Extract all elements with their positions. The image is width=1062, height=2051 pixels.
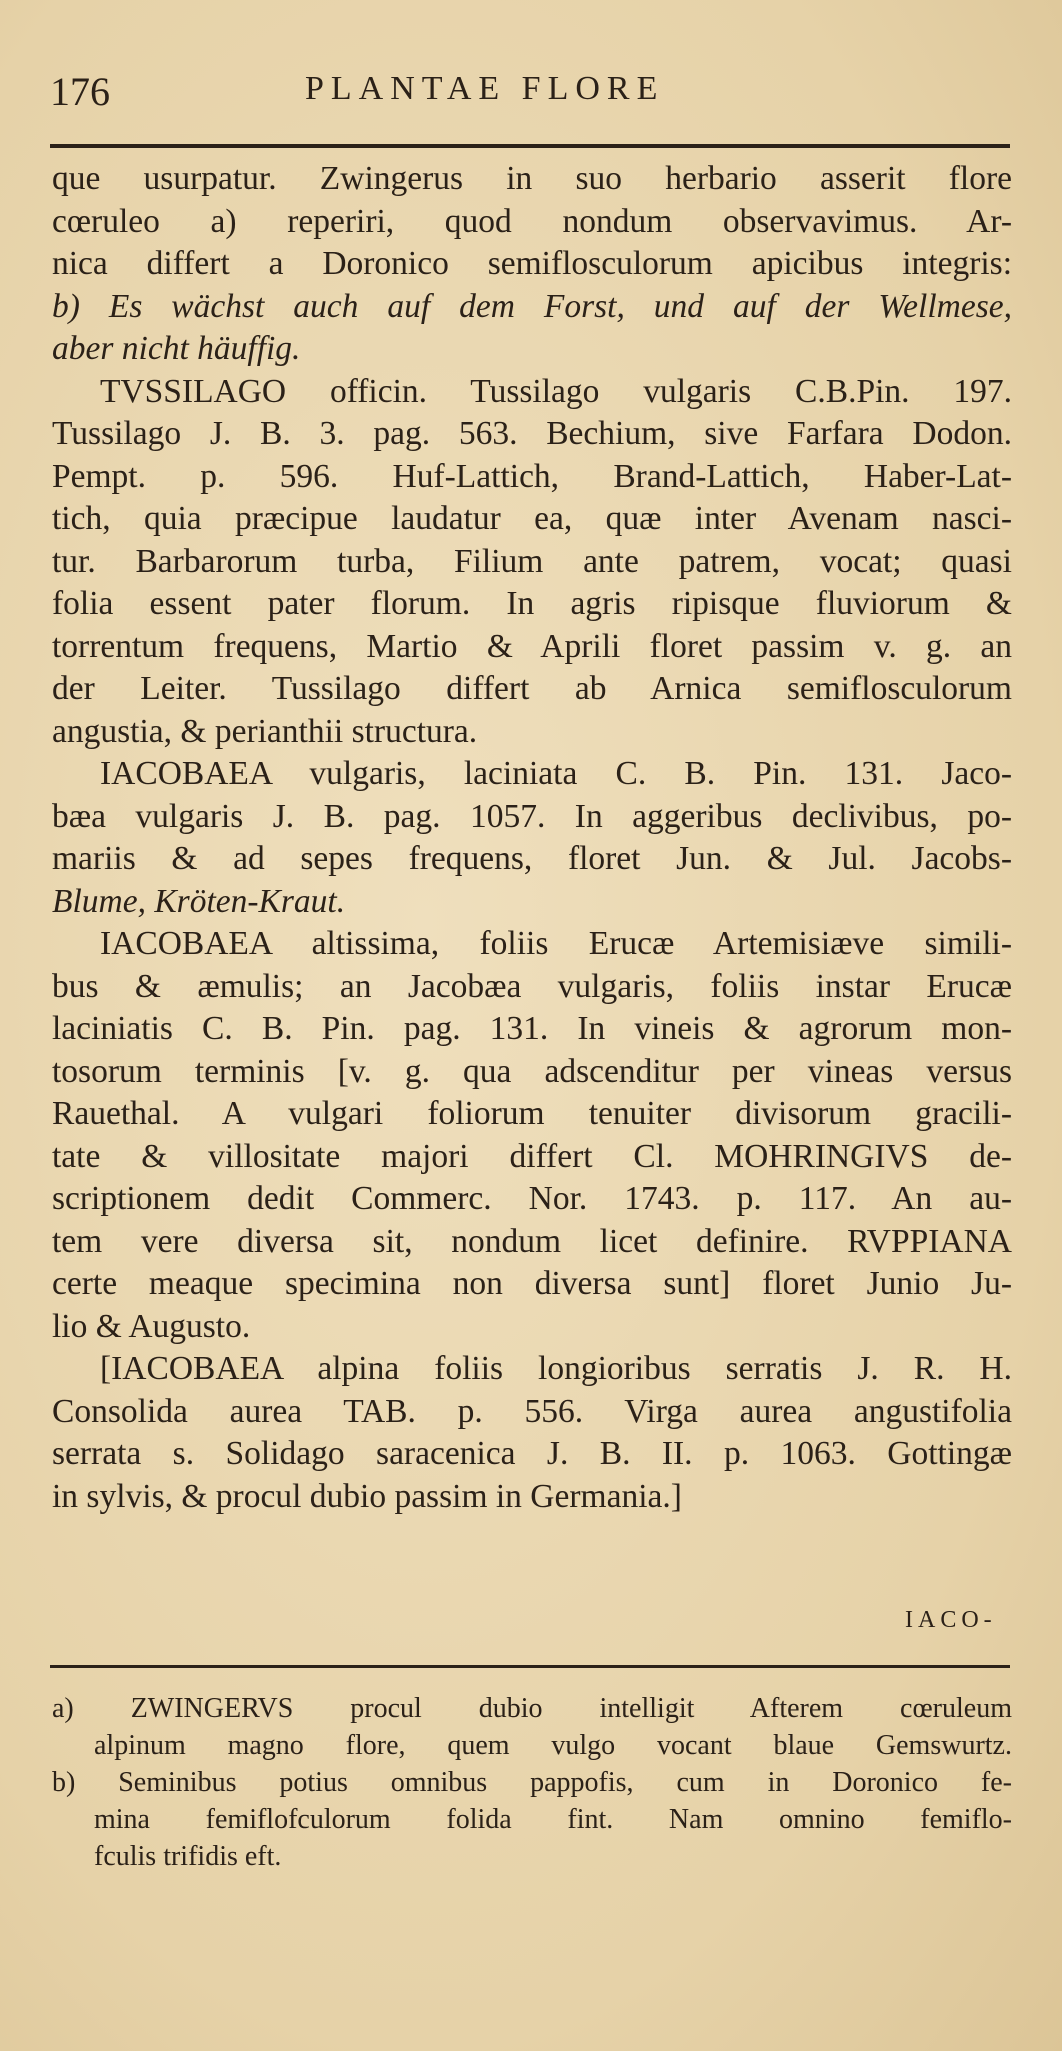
text-line: tosorum terminis [v. g. qua adscenditur per vineas versus: [52, 1052, 1012, 1090]
header-rule: [50, 144, 1010, 148]
text-line: folia essent pater florum. In agris ripisque fluviorum &: [52, 585, 1012, 622]
text-line: serrata s. Solidago saracenica J. B. II. p. 1063. Gottingæ: [52, 1435, 1012, 1472]
page-number: 176: [50, 69, 110, 114]
text-line: tate & villositate majori differt Cl. MOHRINGIVS de-: [52, 1137, 1012, 1175]
running-head: PLANTAE FLORE: [305, 70, 665, 107]
text-line: Pempt. p. 596. Huf-Lattich, Brand-Lattich, Haber-Lat-: [52, 457, 1012, 495]
footnote-rule: [50, 1665, 1010, 1668]
text-line: IACOBAEA vulgaris, laciniata C. B. Pin. 131. Jaco-: [100, 755, 1012, 792]
main-text: [52, 158, 1012, 1518]
text-line: bæa vulgaris J. B. pag. 1057. In aggeribus declivibus, po-: [52, 797, 1012, 835]
text-line: IACOBAEA altissima, foliis Erucæ Artemisiæve simili-: [100, 925, 1012, 962]
text-line: laciniatis C. B. Pin. pag. 131. In vineis & agrorum mon-: [52, 1010, 1012, 1047]
footnotes: [52, 1690, 1012, 1875]
text-line: Blume, Kröten-Kraut.: [52, 882, 346, 920]
text-line: in sylvis, & procul dubio passim in Germania.]: [52, 1477, 682, 1515]
text-line: der Leiter. Tussilago differt ab Arnica semiflosculorum: [52, 670, 1012, 707]
text-line: b) Es wächst auch auf dem Forst, und auf der Wellmese,: [52, 287, 1012, 325]
footnote-line: alpinum magno flore, quem vulgo vocant blaue Gemswurtz.: [94, 1730, 1012, 1761]
text-line: Consolida aurea TAB. p. 556. Virga aurea angustifolia: [52, 1392, 1012, 1430]
text-line: Tussilago J. B. 3. pag. 563. Bechium, sive Farfara Dodon.: [52, 415, 1012, 452]
text-line: angustia, & perianthii structura.: [52, 712, 478, 750]
text-line: aber nicht häuffig.: [52, 330, 301, 367]
text-line: certe meaque specimina non diversa sunt] floret Junio Ju-: [52, 1265, 1012, 1302]
text-line: Rauethal. A vulgari foliorum tenuiter divisorum gracili-: [52, 1095, 1012, 1132]
page-header: [50, 68, 1010, 128]
text-line: nica differt a Doronico semiflosculorum apicibus integris:: [52, 245, 1012, 282]
text-line: cœruleo a) reperiri, quod nondum observavimus. Ar-: [52, 202, 1012, 240]
catchword: IACO-: [905, 1607, 997, 1633]
text-line: bus & æmulis; an Jacobæa vulgaris, foliis instar Erucæ: [52, 967, 1012, 1005]
text-line: tich, quia præcipue laudatur ea, quæ inter Avenam nasci-: [52, 500, 1012, 537]
footnote-line: b) Seminibus potius omnibus pappofis, cum in Doronico fe-: [52, 1767, 1012, 1798]
text-line: tem vere diversa sit, nondum licet definire. RVPPIANA: [52, 1222, 1012, 1260]
text-line: [IACOBAEA alpina foliis longioribus serratis J. R. H.: [100, 1350, 1012, 1387]
text-line: tur. Barbarorum turba, Filium ante patrem, vocat; quasi: [52, 542, 1012, 580]
text-line: lio & Augusto.: [52, 1307, 251, 1345]
footnote-line: a) ZWINGERVS procul dubio intelligit Afterem cœruleum: [52, 1693, 1012, 1724]
text-line: mariis & ad sepes frequens, floret Jun. & Jul. Jacobs-: [52, 840, 1012, 877]
text-line: torrentum frequens, Martio & Aprili floret passim v. g. an: [52, 627, 1012, 665]
footnote-line: mina femiflofculorum folida fint. Nam omnino femiflo-: [94, 1804, 1012, 1835]
text-line: scriptionem dedit Commerc. Nor. 1743. p. 117. An au-: [52, 1180, 1012, 1217]
text-line: TVSSILAGO officin. Tussilago vulgaris C.B.Pin. 197.: [100, 372, 1012, 410]
footnote-line: fculis trifidis eft.: [94, 1841, 282, 1872]
text-line: que usurpatur. Zwingerus in suo herbario asserit flore: [52, 160, 1012, 197]
